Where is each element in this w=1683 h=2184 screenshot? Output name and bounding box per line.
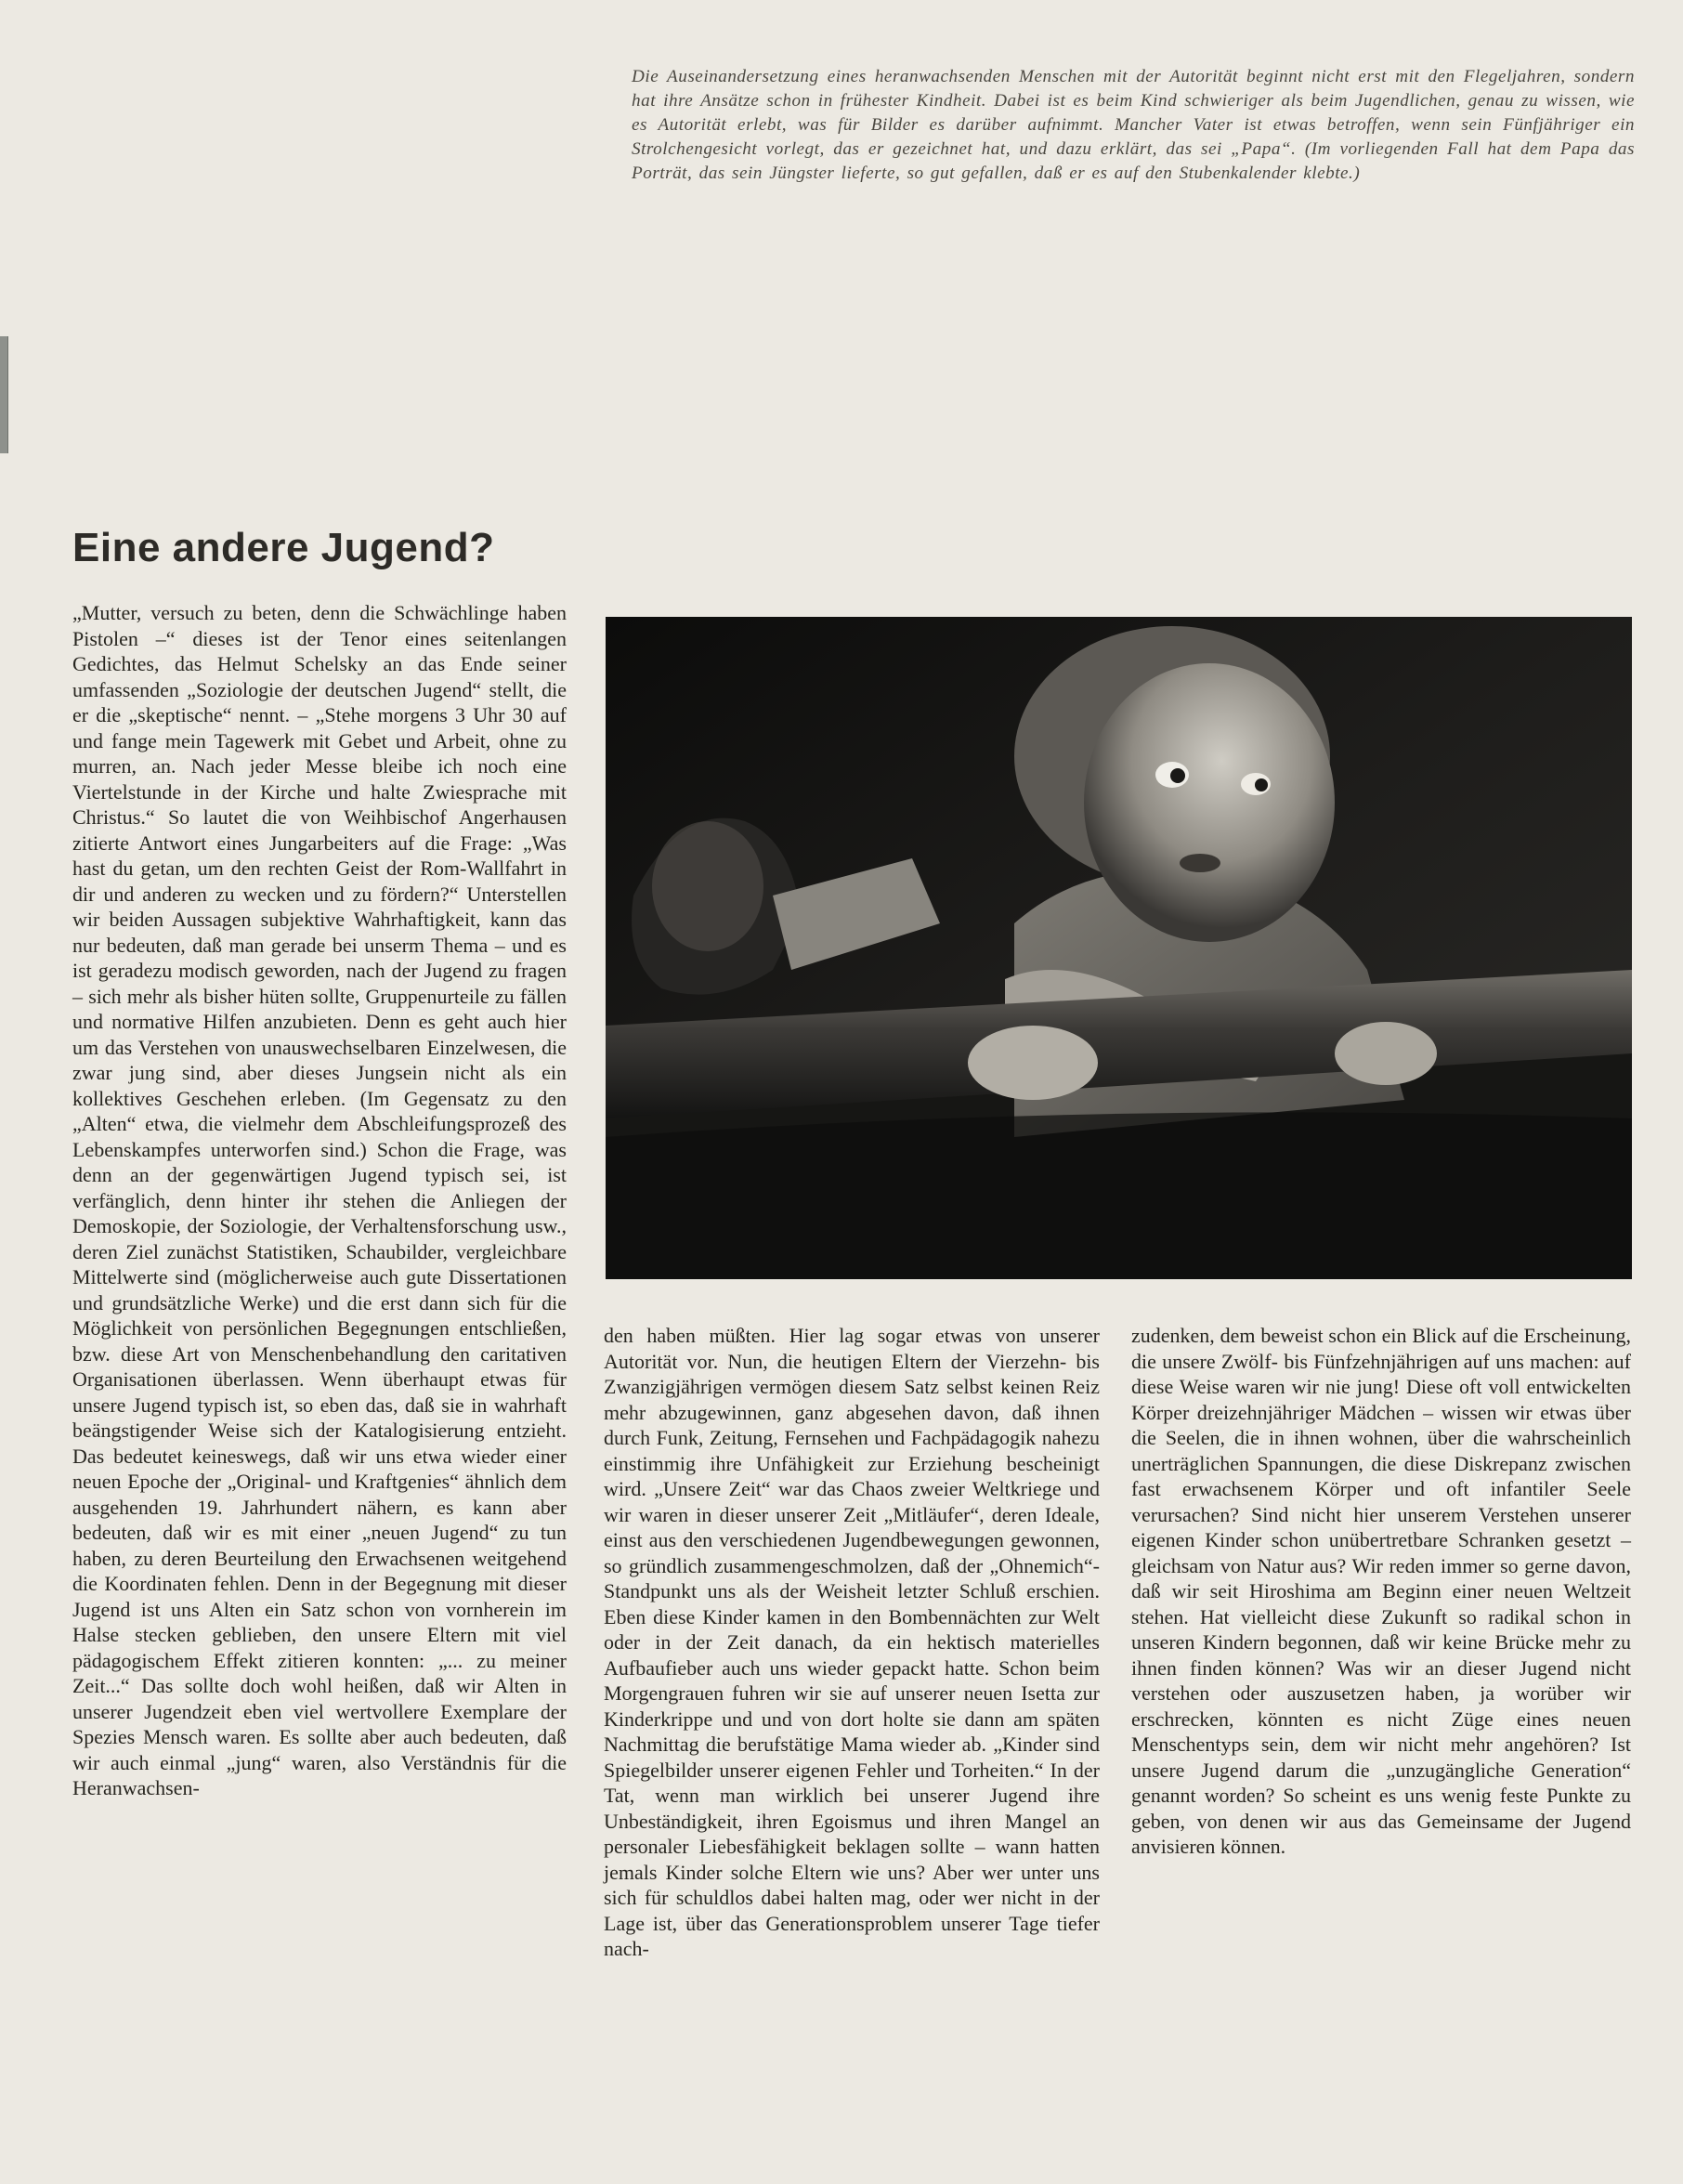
binding-tab [0,336,8,453]
text-column-3: zudenken, dem beweist schon ein Blick auf die Erscheinung, die unsere Zwölf- bis Fünfzehnjährigen auf uns machen: auf diese Weise waren wir nie jung! Diese oft voll entwickelten Körper dreizehnjähriger Mädchen – wissen wir etwas über die Seelen, die in ihnen wohnen, über die wahrscheinlich unerträglichen Spannungen, die diese Diskrepanz zwischen fast erwachsenem Körper und oft infantiler Seele verursachen? Sind nicht hier unserem Verstehen unserer eigenen Kinder schon unübertretbare Schranken gesetzt – gleichsam von Natur aus? Wir reden immer so gerne davon, daß wir seit Hiroshima am Beginn einer neuen Weltzeit stehen. Hat vielleicht diese Zukunft so radikal schon in unseren Kindern begonnen, daß wir keine Brücke mehr zu ihnen finden können? Was wir an dieser Jugend nicht verstehen oder auszusetzen haben, ja worüber wir erschrecken, könnten es nicht Züge eines neuen Menschentyps sein, dem wir nicht mehr angehören? Ist unsere Jugend darum die „unzugängliche Generation“ genannt worden? So scheint es uns wenig feste Punkte zu geben, von denen wir aus das Gemeinsame der Jugend anvisieren können. [1131,1324,1631,1858]
text-column-1: „Mutter, versuch zu beten, denn die Schwächlinge haben Pistolen –“ dieses ist der Tenor eines seitenlangen Gedichtes, das Helmut Schelsky an das Ende seiner umfassenden „Soziologie der deutschen Jugend“ stellt, die er die „skeptische“ nennt. – „Stehe morgens 3 Uhr 30 auf und fange mein Tagewerk mit Gebet und Arbeit, ohne zu murren, an. Nach jeder Messe bleibe ich noch eine Viertelstunde in der Kirche und halte Zwiesprache mit Christus.“ So lautet die von Weihbischof Angerhausen zitierte Antwort eines Jungarbeiters auf die Frage: „Was hast du getan, um den rechten Geist der Rom-Wallfahrt in dir und anderen zu wecken und zu fördern?“ Unterstellen wir beiden Aussagen subjektive Wahrhaftigkeit, kann das nur bedeuten, daß man gerade bei unserm Thema – und es ist geradezu modisch geworden, nach der Jugend zu fragen – sich mehr als bisher hüten sollte, Gruppenurteile zu fällen und normative Hilfen anzubieten. Denn es geht auch hier um das Verstehen von unauswechselbaren Einzelwesen, die zwar jung sind, aber dieses Jungsein nicht als ein kollektives Geschehen erleben. (Im Gegensatz zu den „Alten“ etwa, die vielmehr dem Abschleifungsprozeß des Lebenskampfes unterworfen sind.) Schon die Frage, was denn an der gegenwärtigen Jugend typisch sei, ist verfänglich, denn hinter ihr stehen die Anliegen der Demoskopie, der Soziologie, der Verhaltensforschung usw., deren Ziel zunächst Statistiken, Schaubilder, vergleichbare Mittelwerte sind (möglicherweise auch gute Dissertationen und grundsätzliche Werke) und die erst dann sich für die Möglichkeit von persönlichen Begegnungen entschließen, bzw. diese Art von Menschenbehandlung den caritativen Organisationen überlassen. Wenn überhaupt etwas für unsere Jugend typisch ist, so eben das, daß sie in wahrhaft beängstigender Weise sich der Katalogisierung entzieht. Das bedeutet keineswegs, daß wir uns etwa wieder einer neuen Epoche der „Original- und Kraftgenies“ ähnlich dem ausgehenden 19. Jahrhundert nähern, es kann aber bedeuten, daß wir es mit einer „neuen Jugend“ zu tun haben, zu deren Beurteilung den Erwachsenen weitgehend die Koordinaten fehlen. Denn in der Begegnung mit dieser Jugend ist uns Alten ein Satz schon von vornherein im Halse stecken geblieben, den unsere Eltern mit viel pädagogischem Effekt zitieren konnten: „... zu meiner Zeit...“ Das sollte doch wohl heißen, daß wir Alten in unserer Jugendzeit eben viel wertvollere Exemplare der Spezies Mensch waren. Es sollte aber auch bedeuten, daß wir auch einmal „jung“ waren, also Verständnis für die Heranwachsen- [72,601,567,1799]
photo-caption: Die Auseinandersetzung eines heranwachsenden Menschen mit der Autorität beginnt nicht erst mit den Flegeljahren, sondern hat ihre Ansätze schon in frühester Kindheit. Dabei ist es beim Kind schwieriger als beim Jugendlichen, genau zu wissen, wie es Autorität erlebt, was für Bilder es darüber aufnimmt. Mancher Vater ist etwas betroffen, wenn sein Fünfjähriger ein Strolchengesicht vorlegt, das er gezeichnet hat, und dazu erklärt, das sei „Papa“. (Im vorliegenden Fall hat dem Papa das Porträt, das sein Jüngster lieferte, so gut gefallen, daß er es auf den Stubenkalender klebte.) [632,67,1635,183]
child-at-window-photo [606,617,1632,1279]
text-column-2: den haben müßten. Hier lag sogar etwas von unserer Autorität vor. Nun, die heutigen Eltern der Vierzehn- bis Zwanzigjährigen vermögen diesem Satz selbst keinen Reiz mehr abzugewinnen, ganz abgesehen davon, daß ihnen durch Funk, Zeitung, Fernsehen und Fachpädagogik nahezu einstimmig ihre Unfähigkeit zur Erziehung bescheinigt wird. „Unsere Zeit“ war das Chaos zweier Weltkriege und wir waren in dieser unserer Zeit „Mitläufer“, deren Ideale, einst aus den verschiedenen Jugendbewegungen gewonnen, so gründlich zusammengeschmolzen, daß der „Ohnemich“-Standpunkt uns als der Weisheit letzter Schluß erschien. Eben diese Kinder kamen in den Bombennächten zur Welt oder in der Zeit danach, da ein hektisch materielles Aufbaufieber auch uns wieder gepackt hatte. Schon beim Morgengrauen fuhren wir sie auf unserer neuen Isetta zur Kinderkrippe und und von dort holte sie dann am späten Nachmittag die berufstätige Mama wieder ab. „Kinder sind Spiegelbilder unserer eigenen Fehler und Torheiten.“ In der Tat, wenn man wirklich bei unserer Jugend ihre Unbeständigkeit, ihren Egoismus und ihren Mangel an personaler Liebesfähigkeit beklagen sollte – wann hatten jemals Kinder solche Eltern wie uns? Aber wer unter uns sich für schuldlos dabei halten mag, oder wer nicht in der Lage ist, über das Generationsproblem unserer Tage tiefer nach- [604,1324,1100,1960]
article-headline: Eine andere Jugend? [72,525,495,570]
